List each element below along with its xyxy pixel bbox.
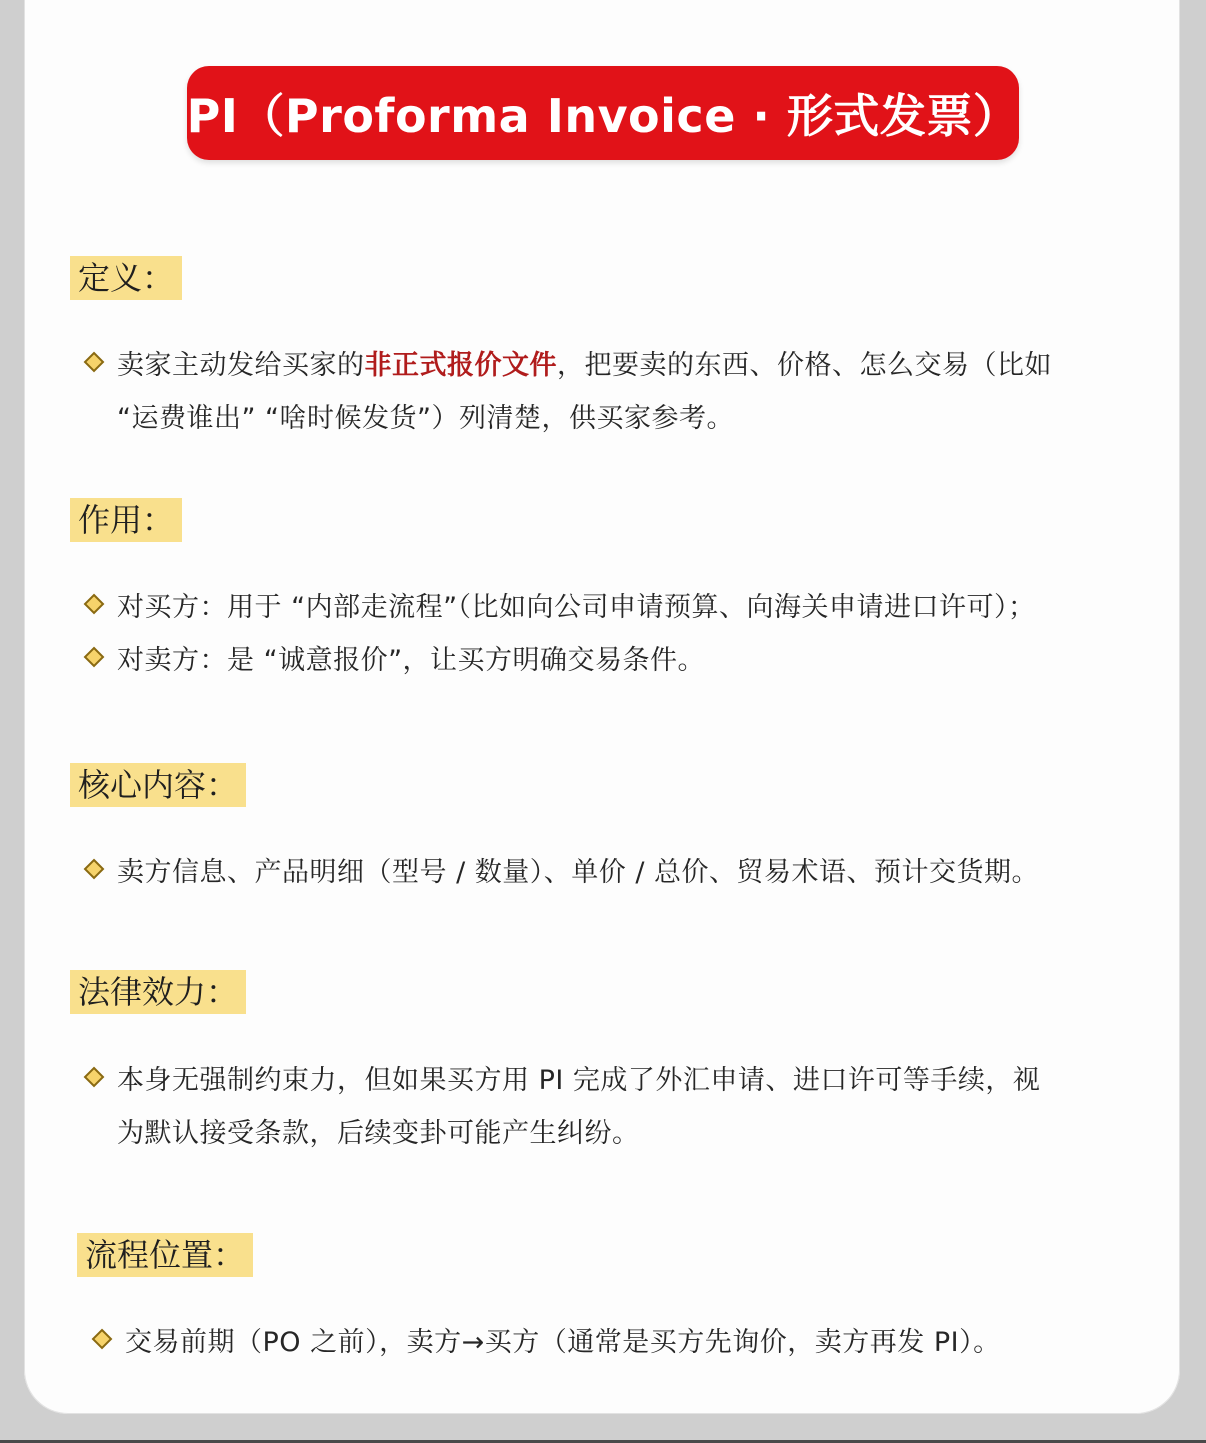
- list-item: [83, 1054, 1183, 1160]
- list-item: [83, 634, 1183, 687]
- list-item: [91, 1316, 1191, 1369]
- definition-text-part1: 卖家主动发给买家的: [117, 350, 365, 381]
- list-item: [83, 846, 1183, 899]
- purpose-seller-text: 对卖方：是 “诚意报价”，让买方明确交易条件。: [117, 645, 706, 676]
- diamond-bullet-icon: [83, 351, 105, 373]
- definition-text-line2: “运费谁出” “啥时候发货”）列清楚，供买家参考。: [117, 403, 735, 434]
- content-card: [24, 0, 1180, 1414]
- legal-effect-text-line2: 为默认接受条款，后续变卦可能产生纠纷。: [117, 1118, 640, 1149]
- definition-emphasis: 非正式报价文件: [364, 350, 557, 381]
- title-banner: [187, 66, 1019, 160]
- section-heading-legal-effect: 法律效力：: [70, 970, 246, 1014]
- section-heading-process-position: 流程位置：: [77, 1233, 253, 1277]
- diamond-bullet-icon: [83, 646, 105, 668]
- list-item: [83, 339, 1183, 445]
- purpose-buyer-text: 对买方：用于 “内部走流程”（比如向公司申请预算、向海关申请进口许可）；: [117, 592, 1036, 623]
- core-content-text: 卖方信息、产品明细（型号 / 数量）、单价 / 总价、贸易术语、预计交货期。: [117, 857, 1040, 888]
- diamond-bullet-icon: [83, 1066, 105, 1088]
- list-item: [83, 581, 1183, 634]
- legal-effect-text: [117, 1054, 1040, 1160]
- definition-text-part2: ，把要卖的东西、价格、怎么交易（比如: [557, 350, 1052, 381]
- section-heading-core-content: 核心内容：: [70, 763, 246, 807]
- section-heading-definition: 定义：: [70, 256, 182, 300]
- diamond-bullet-icon: [91, 1328, 113, 1350]
- page-title: PI（Proforma Invoice · 形式发票）: [186, 89, 1020, 143]
- definition-text: [117, 339, 1052, 445]
- diamond-bullet-icon: [83, 858, 105, 880]
- process-position-text: 交易前期（PO 之前），卖方→买方（通常是买方先询价，卖方再发 PI）。: [125, 1327, 1001, 1358]
- diamond-bullet-icon: [83, 593, 105, 615]
- legal-effect-text-line1: 本身无强制约束力，但如果买方用 PI 完成了外汇申请、进口许可等手续，视: [117, 1065, 1041, 1096]
- section-heading-purpose: 作用：: [70, 498, 182, 542]
